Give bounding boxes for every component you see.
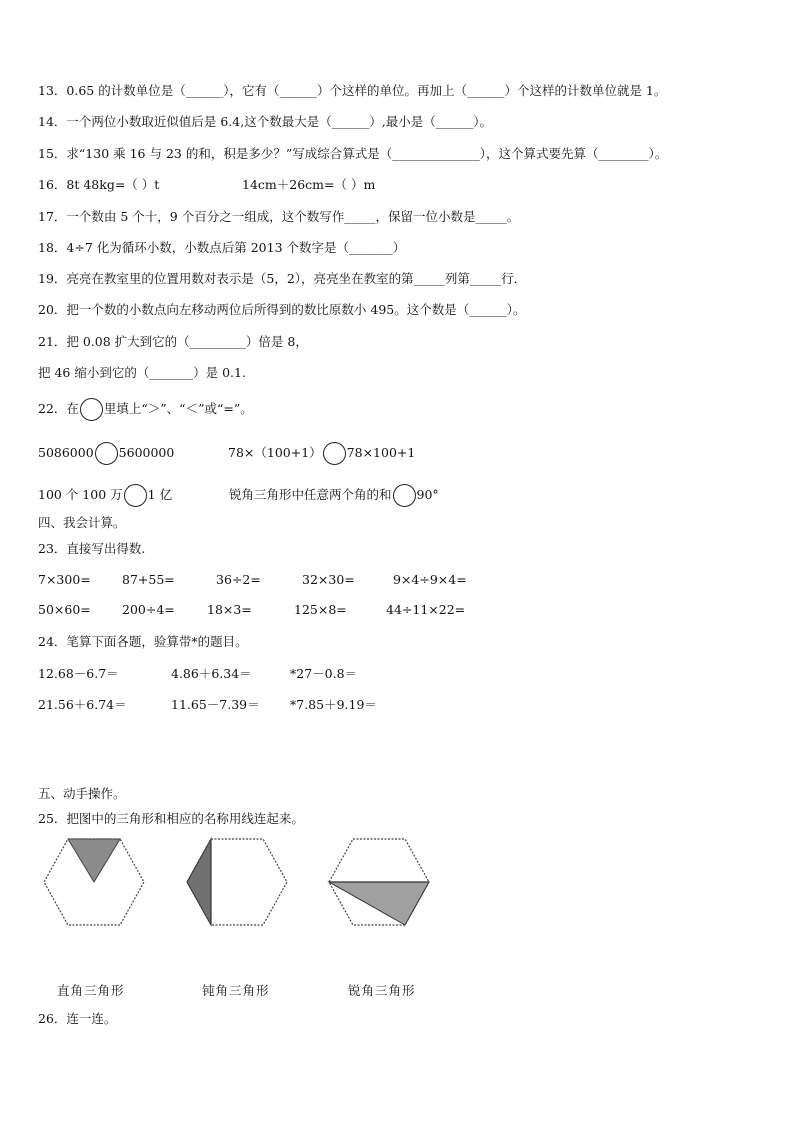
question-15: 15．求“130 乘 16 与 23 的和，积是多少？”写成综合算式是（______________），这个算式要先算（________）。 — [38, 146, 668, 161]
calc-23-r1-5: 9×4÷9×4= — [393, 572, 467, 587]
compare-circle-2[interactable] — [323, 442, 346, 465]
hexagon-figure-1 — [40, 835, 148, 930]
section-5-heading: 五、动手操作。 — [38, 786, 126, 801]
question-20: 20．把一个数的小数点向左移动两位后所得到的数比原数小 495。这个数是（______）。 — [38, 302, 526, 317]
compare-item-1 — [38, 442, 174, 465]
label-obtuse-triangle: 钝角三角形 — [202, 983, 270, 998]
question-22-title-a: 22．在 — [38, 401, 79, 416]
compare-3-left: 100 个 100 万 — [38, 487, 123, 502]
compare-1-right: 5600000 — [118, 445, 175, 460]
compare-2-left: 78×（100+1） — [228, 445, 322, 460]
compare-1-left: 5086000 — [38, 445, 94, 460]
question-14: 14．一个两位小数取近似值后是 6.4,这个数最大是（______）,最小是（______）。 — [38, 114, 492, 129]
calc-24-r2-3: *7.85＋9.19＝ — [290, 697, 377, 712]
calc-24-r2-1: 21.56＋6.74＝ — [38, 697, 127, 712]
question-17: 17．一个数由 5 个十，9 个百分之一组成，这个数写作_____，保留一位小数是_____。 — [38, 209, 520, 224]
hexagon-figure-3 — [325, 835, 433, 930]
compare-2-right: 78×100+1 — [346, 445, 416, 460]
calc-23-r2-5: 44÷11×22= — [386, 602, 466, 617]
compare-circle-3[interactable] — [124, 484, 147, 507]
question-23-title: 23．直接写出得数. — [38, 541, 146, 556]
label-acute-triangle: 锐角三角形 — [348, 983, 416, 998]
calc-23-r1-4: 32×30= — [302, 572, 355, 587]
calc-23-r2-2: 200÷4= — [122, 602, 175, 617]
question-16-part-b: 14cm＋26cm=（ ）m — [242, 177, 376, 192]
compare-circle-4[interactable] — [393, 484, 416, 507]
question-22-title-b: 里填上“＞”、“＜”或“=”。 — [103, 401, 253, 416]
question-24-title: 24．笔算下面各题，验算带*的题目。 — [38, 634, 248, 649]
calc-23-r1-1: 7×300= — [38, 572, 91, 587]
calc-23-r2-1: 50×60= — [38, 602, 91, 617]
compare-item-2 — [228, 442, 415, 465]
calc-23-r1-2: 87+55= — [122, 572, 175, 587]
question-21-part-b: 把 46 缩小到它的（_______）是 0.1. — [38, 365, 246, 380]
question-22-title — [38, 398, 253, 421]
calc-24-r1-2: 4.86＋6.34＝ — [171, 666, 252, 681]
calc-23-r2-3: 18×3= — [207, 602, 252, 617]
question-25-title: 25．把图中的三角形和相应的名称用线连起来。 — [38, 811, 304, 826]
compare-item-3 — [38, 484, 172, 507]
label-right-triangle: 直角三角形 — [57, 983, 125, 998]
section-4-heading: 四、我会计算。 — [38, 515, 126, 530]
question-21-part-a: 21．把 0.08 扩大到它的（_________）倍是 8， — [38, 334, 308, 349]
question-26: 26．连一连。 — [38, 1011, 117, 1026]
calc-23-r2-4: 125×8= — [294, 602, 347, 617]
question-19: 19．亮亮在教室里的位置用数对表示是（5，2），亮亮坐在教室的第_____列第_____行． — [38, 271, 527, 286]
question-16-part-a: 16．8t 48kg=（ ）t — [38, 177, 160, 192]
question-18: 18．4÷7 化为循环小数，小数点后第 2013 个数字是（_______） — [38, 240, 406, 255]
calc-24-r1-1: 12.68－6.7＝ — [38, 666, 119, 681]
compare-3-right: 1 亿 — [147, 487, 173, 502]
compare-4-left: 锐角三角形中任意两个角的和 — [229, 487, 392, 502]
question-13: 13．0.65 的计数单位是（______），它有（______）个这样的单位。再加上（______）个这样的计数单位就是 1。 — [38, 83, 667, 98]
compare-4-right: 90° — [416, 487, 439, 502]
compare-circle-1[interactable] — [95, 442, 118, 465]
compare-circle-icon — [80, 398, 103, 421]
hexagon-figure-2 — [183, 835, 291, 930]
calc-23-r1-3: 36÷2= — [216, 572, 261, 587]
calc-24-r1-3: *27－0.8＝ — [290, 666, 358, 681]
calc-24-r2-2: 11.65－7.39＝ — [171, 697, 260, 712]
compare-item-4 — [229, 484, 439, 507]
